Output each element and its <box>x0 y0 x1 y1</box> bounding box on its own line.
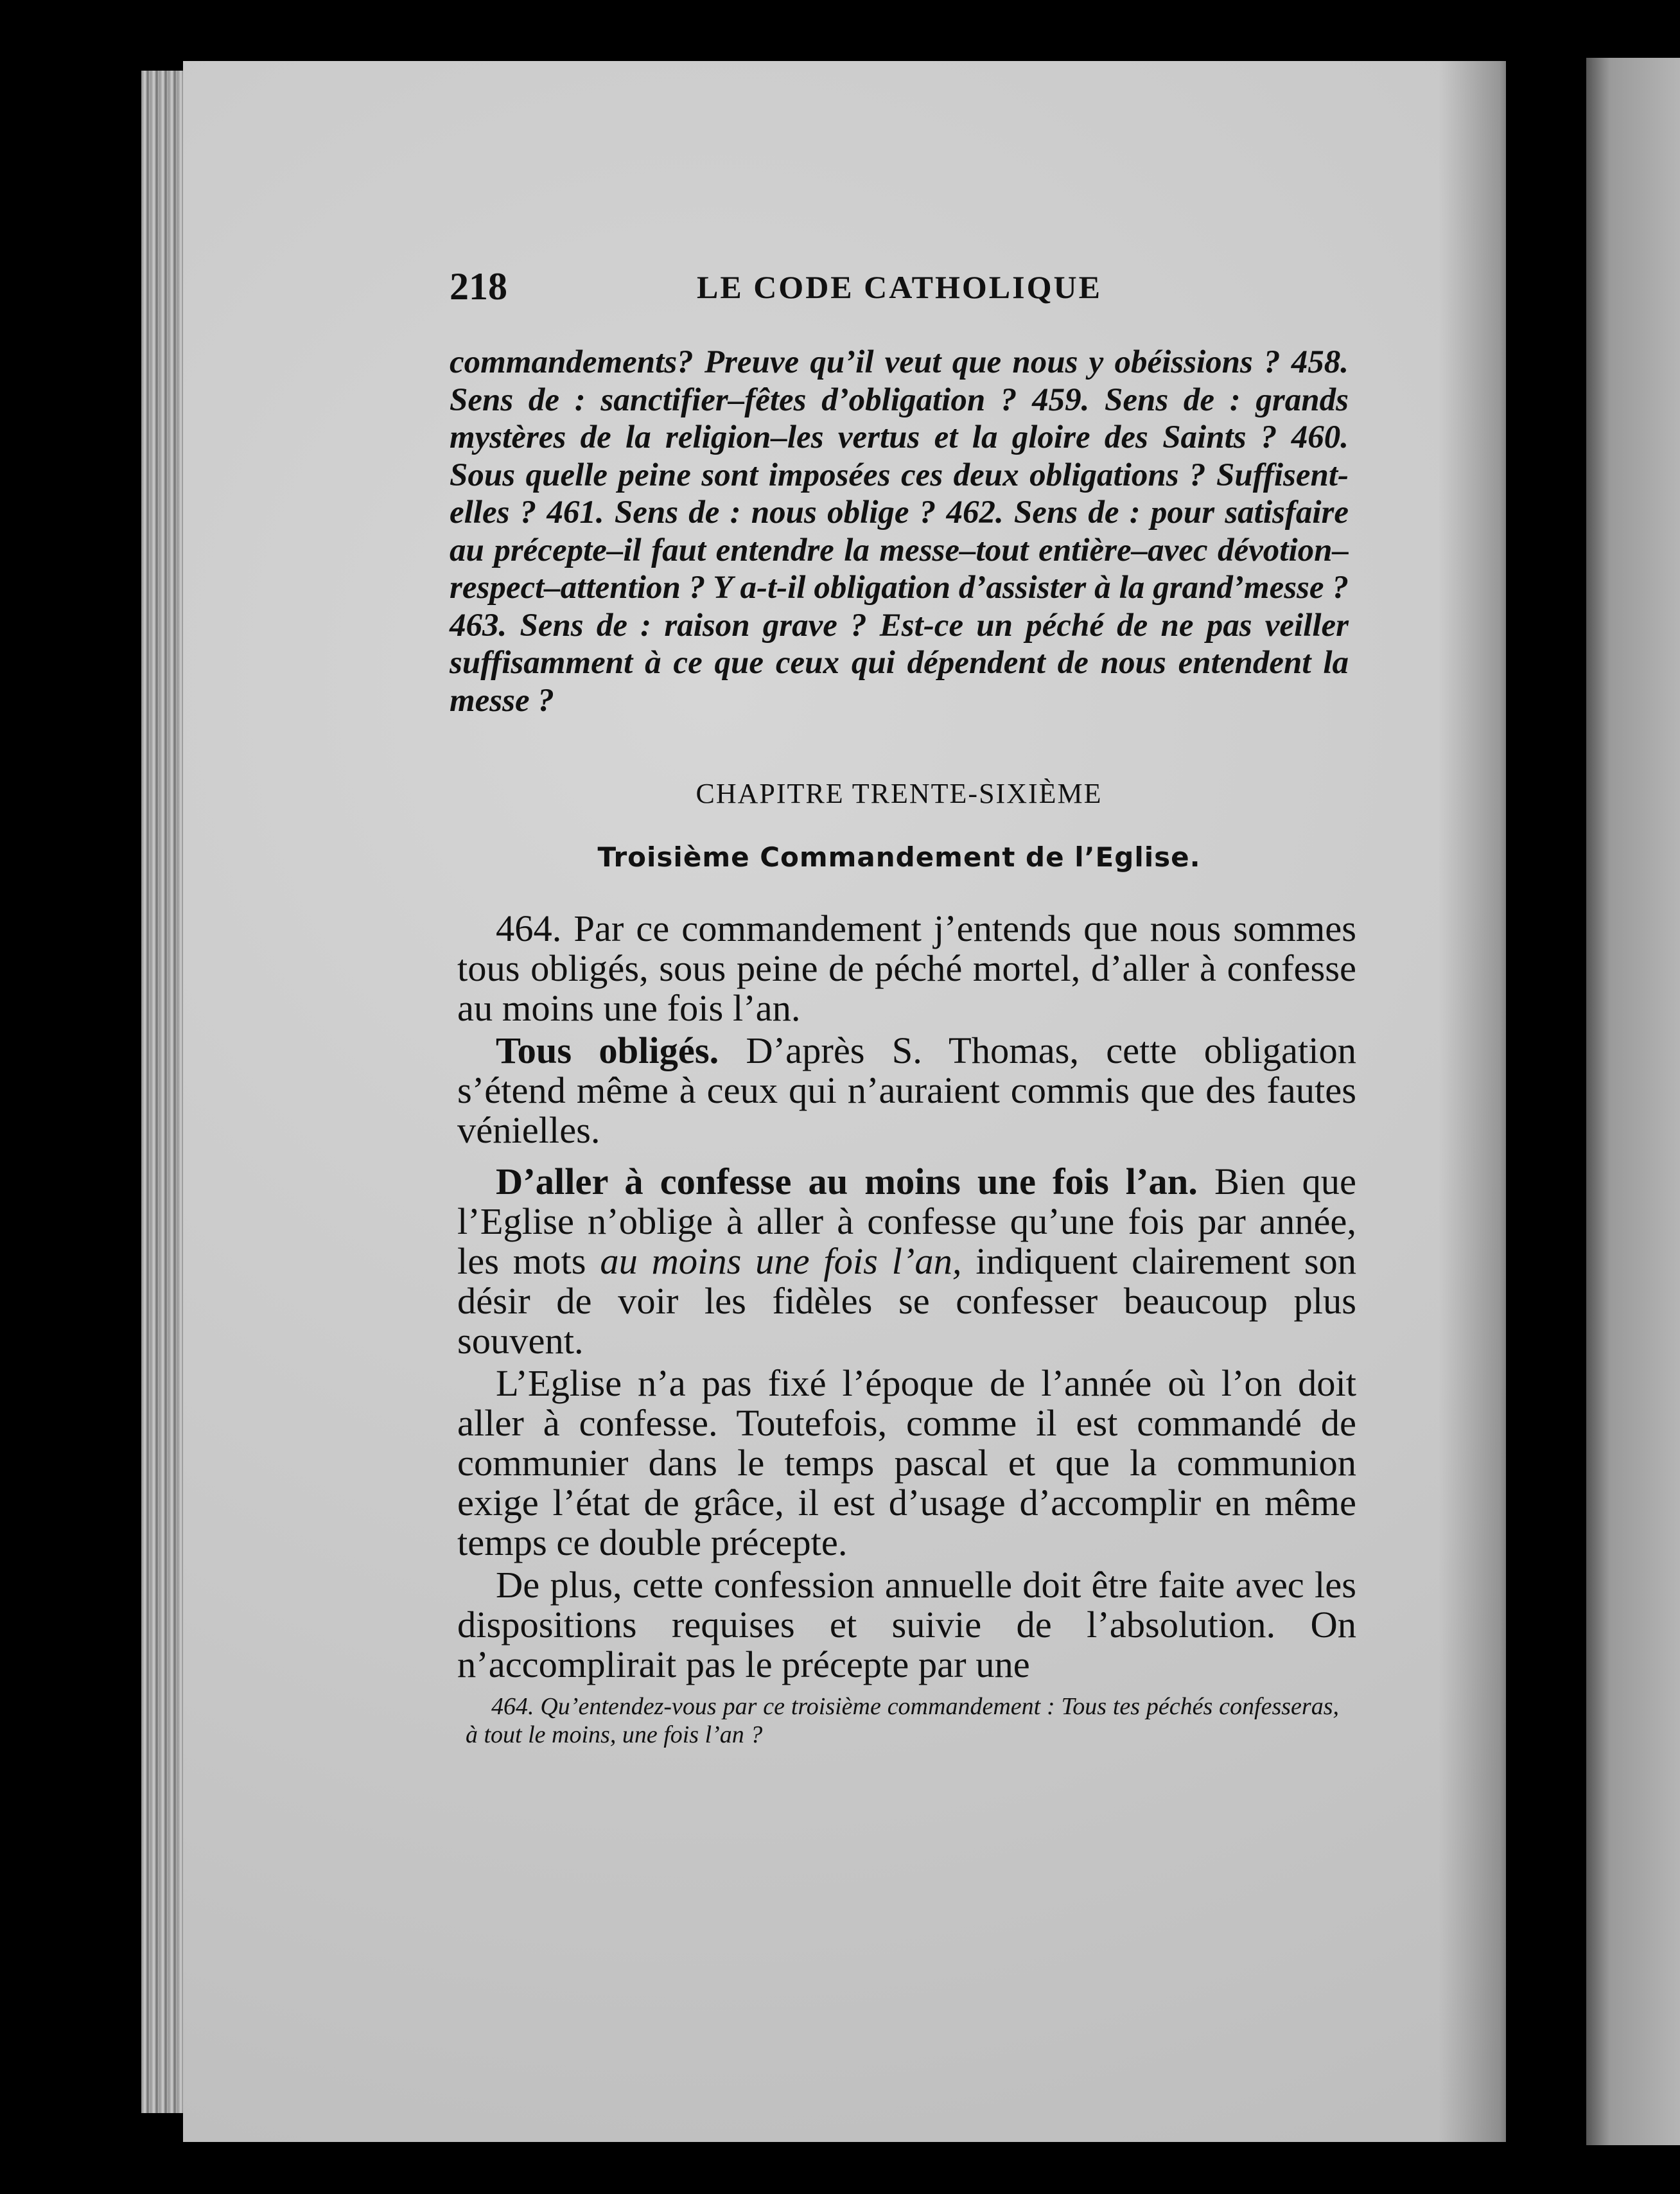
review-questions: commandements? Preuve qu’il veut que nous y obéissions ? 458. Sens de : sanctifier–fêtes d’obligation ? 459. Sens de : grands mystères de la religion–les vertus et la gloire des Saints ? 460. Sous quelle peine sont imposées ces deux obligations ? Suffisent-elles ? 461. Sens de : nous oblige ? 462. Sens de : pour satisfaire au précepte–il faut entendre la messe–tout entière–avec dévotion–respect–attention ? Y a-t-il obligation d’assister à la grand’messe ? 463. Sens de : raison grave ? Est-ce un péché de ne pas veiller suffisamment à ce que ceux qui dépendent de nous entendent la messe ? <box>450 344 1349 719</box>
body-text <box>457 909 1356 1687</box>
chapter-label: CHAPITRE TRENTE-SIXIÈME <box>696 778 1103 809</box>
page-header <box>450 265 1361 316</box>
page-number: 218 <box>450 265 507 308</box>
paragraph-de-plus: De plus, cette confession annuelle doit être faite avec les dispositions requises et suivie de l’absolution. On n’accomplirait pas le précepte par une <box>457 1564 1356 1685</box>
paragraph-lead: D’aller à confesse au moins une fois l’an. <box>496 1161 1198 1202</box>
gutter-shadow <box>1439 61 1541 2142</box>
chapter-title: Troisième Commandement de l’Eglise. <box>597 841 1201 873</box>
paragraph-464: 464. Par ce commandement j’entends que nous sommes tous obligés, sous peine de péché mortel, d’aller à confesse au moins une fois l’an. <box>457 908 1356 1029</box>
paragraph-aller-a-confesse <box>457 1162 1356 1361</box>
running-title: LE CODE CATHOLIQUE <box>697 269 1102 305</box>
paragraph-text: Bien que l’Eglise n’oblige à aller à confesse qu’une fois par année, les mots <box>457 1161 1356 1282</box>
paragraph-tous-obliges <box>457 1031 1356 1150</box>
paragraph-text: indiquent clairement son désir de voir les fidèles se confesser beaucoup plus souvent. <box>457 1240 1356 1362</box>
paragraph-lead: Tous obligés. <box>496 1030 719 1071</box>
footnote: 464. Qu’entendez-vous par ce troisième commandement : Tous tes péchés confesseras, à tout le moins, une fois l’an ? <box>466 1693 1339 1748</box>
facing-page-edge <box>1586 58 1680 2145</box>
paragraph-italic: au moins une fois l’an, <box>600 1240 962 1282</box>
paragraph-text: D’après S. Thomas, cette obligation s’étend même à ceux qui n’auraient commis que des fautes vénielles. <box>457 1030 1356 1151</box>
paragraph-epoque: L’Eglise n’a pas fixé l’époque de l’année où l’on doit aller à confesse. Toutefois, comme il est commandé de communier dans le temps pascal et que la communion exige l’état de grâce, il est d’usage d’accomplir en même temps ce double précepte. <box>457 1362 1356 1563</box>
